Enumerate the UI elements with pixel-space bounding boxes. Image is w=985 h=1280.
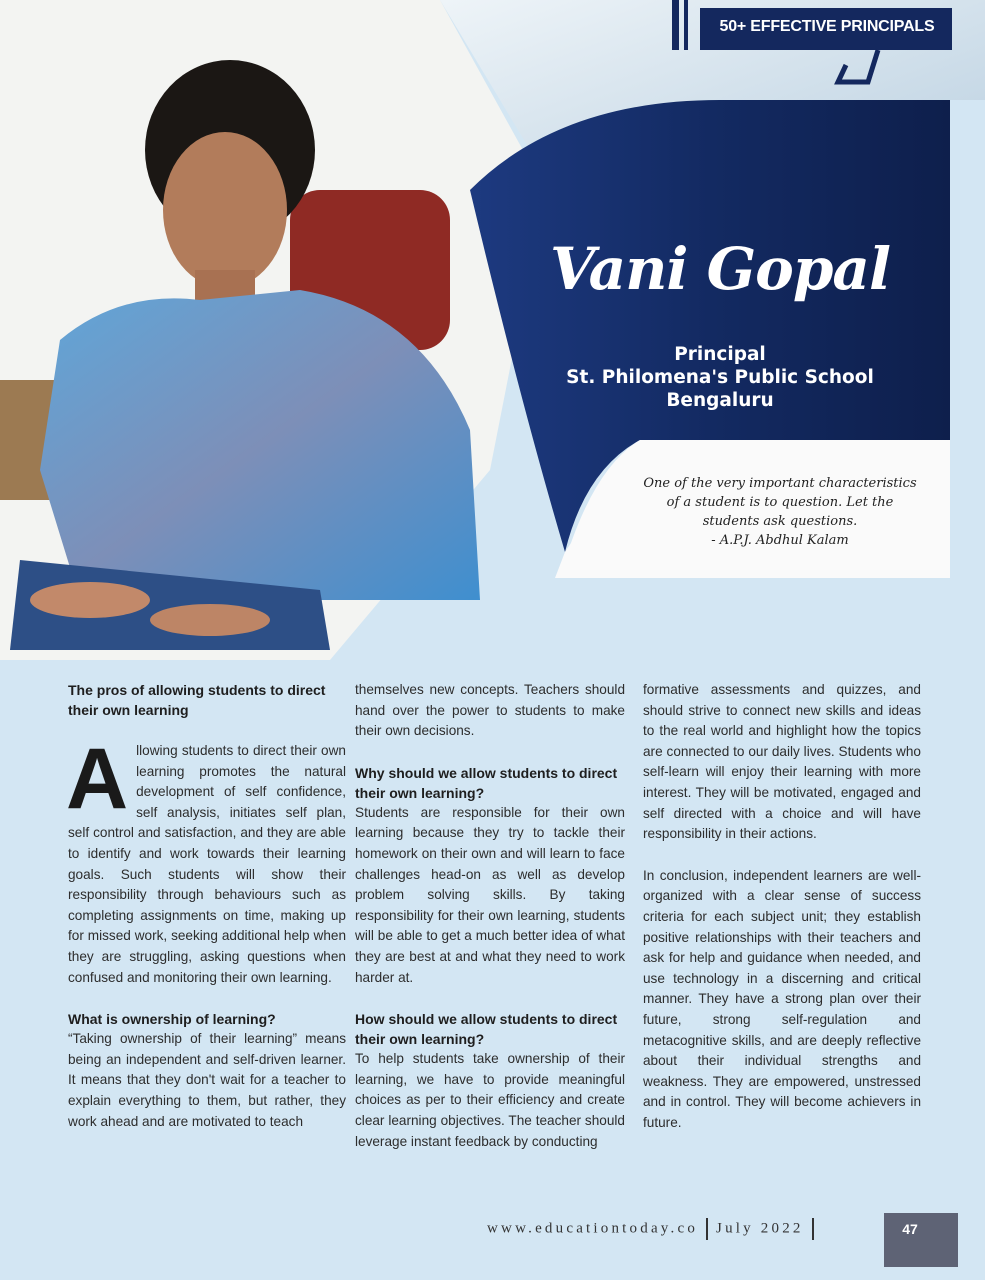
article-column-1 [68, 680, 346, 1132]
heading-why: Why should we allow students to direct their own learning? [355, 764, 618, 801]
drop-cap: A [66, 731, 129, 827]
school-name: St. Philomena's Public School [566, 367, 874, 388]
intro-text: llowing students to direct their own learning promotes the natural development of self confidence, self analysis, initiates self plan, self control and satisfaction, and they are able to identify and work towards their learning goals. Such students will show their responsibility through behaviours such as completing assignments on time, making up for missed work, seeking additional help when they are struggling, asking questions when confused and monitoring their own learning. [68, 743, 346, 985]
article-column-2 [355, 680, 625, 1152]
principal-photo [0, 0, 545, 660]
conclusion-paragraph: In conclusion, independent learners are well-organized with a clear sense of success criteria for each subject unit; they establish positive relationships with their teachers and ask for help and guidance when needed, and use technology in a discerning and critical manner. They have a strong plan over their future, strong self-regulation and metacognitive skills, and are deeply reflective about their individual strengths and weakness. They are empowered, unstressed and in control. They will become achievers in future. [643, 867, 921, 1130]
principal-details [520, 343, 920, 412]
ownership-paragraph-cont: themselves new concepts. Teachers should hand over the power to students to make their own decisions. [355, 682, 625, 739]
badge-bar-1 [672, 0, 679, 50]
page-footer [487, 1218, 822, 1240]
how-paragraph-cont: formative assessments and quizzes, and should strive to connect new skills and ideas to the real world and highlight how the topics are connected to our daily lives. Students who self-learn will enjoy their learning with more interest. They will be motivated, engaged and self directed with a choice and will have responsibility in their actions. [643, 682, 921, 842]
badge-bar-2 [684, 0, 688, 50]
intro-paragraph [66, 731, 346, 988]
pull-quote [630, 474, 930, 550]
quote-line: students ask questions. [702, 514, 858, 529]
principal-role: Principal [674, 344, 766, 365]
ownership-paragraph: “Taking ownership of their learning” means being an independent and self-driven learner. It means that they don't wait for a teacher to explain everything to them, but rather, they work ahead and are motivated to teach [68, 1031, 346, 1129]
heading-pros: The pros of allowing students to direct their own learning [68, 682, 326, 718]
principal-name: Vani Gopal [549, 235, 891, 303]
section-badge: 50+ EFFECTIVE PRINCIPALS [719, 18, 935, 35]
divider [812, 1218, 814, 1240]
school-city: Bengaluru [666, 390, 774, 411]
quote-line: of a student is to question. Let the [666, 495, 894, 510]
heading-ownership: What is ownership of learning? [68, 1011, 276, 1028]
page-number: 47 [884, 1213, 958, 1267]
footer-issue: July 2022 [716, 1220, 804, 1237]
article-column-3 [643, 680, 921, 1133]
divider [706, 1218, 708, 1240]
why-paragraph: Students are responsible for their own learning because they try to tackle their homework on their own and will learn to face challenges head-on as well as develop problem solving skills. By taking responsibility for their own learning, students will be able to get a much better idea of what they are best at and what they need to work harder at. [355, 804, 625, 985]
footer-url: www.educationtoday.co [487, 1220, 699, 1237]
how-paragraph: To help students take ownership of their learning, we have to provide meaningful choices as per to their efficiency and create clear learning objectives. The teacher should leverage instant feedback by conducting [355, 1051, 625, 1149]
quote-line: One of the very important characteristics [643, 476, 917, 491]
heading-how: How should we allow students to direct their own learning? [355, 1011, 618, 1048]
quote-author: - A.P.J. Abdhul Kalam [711, 533, 849, 548]
